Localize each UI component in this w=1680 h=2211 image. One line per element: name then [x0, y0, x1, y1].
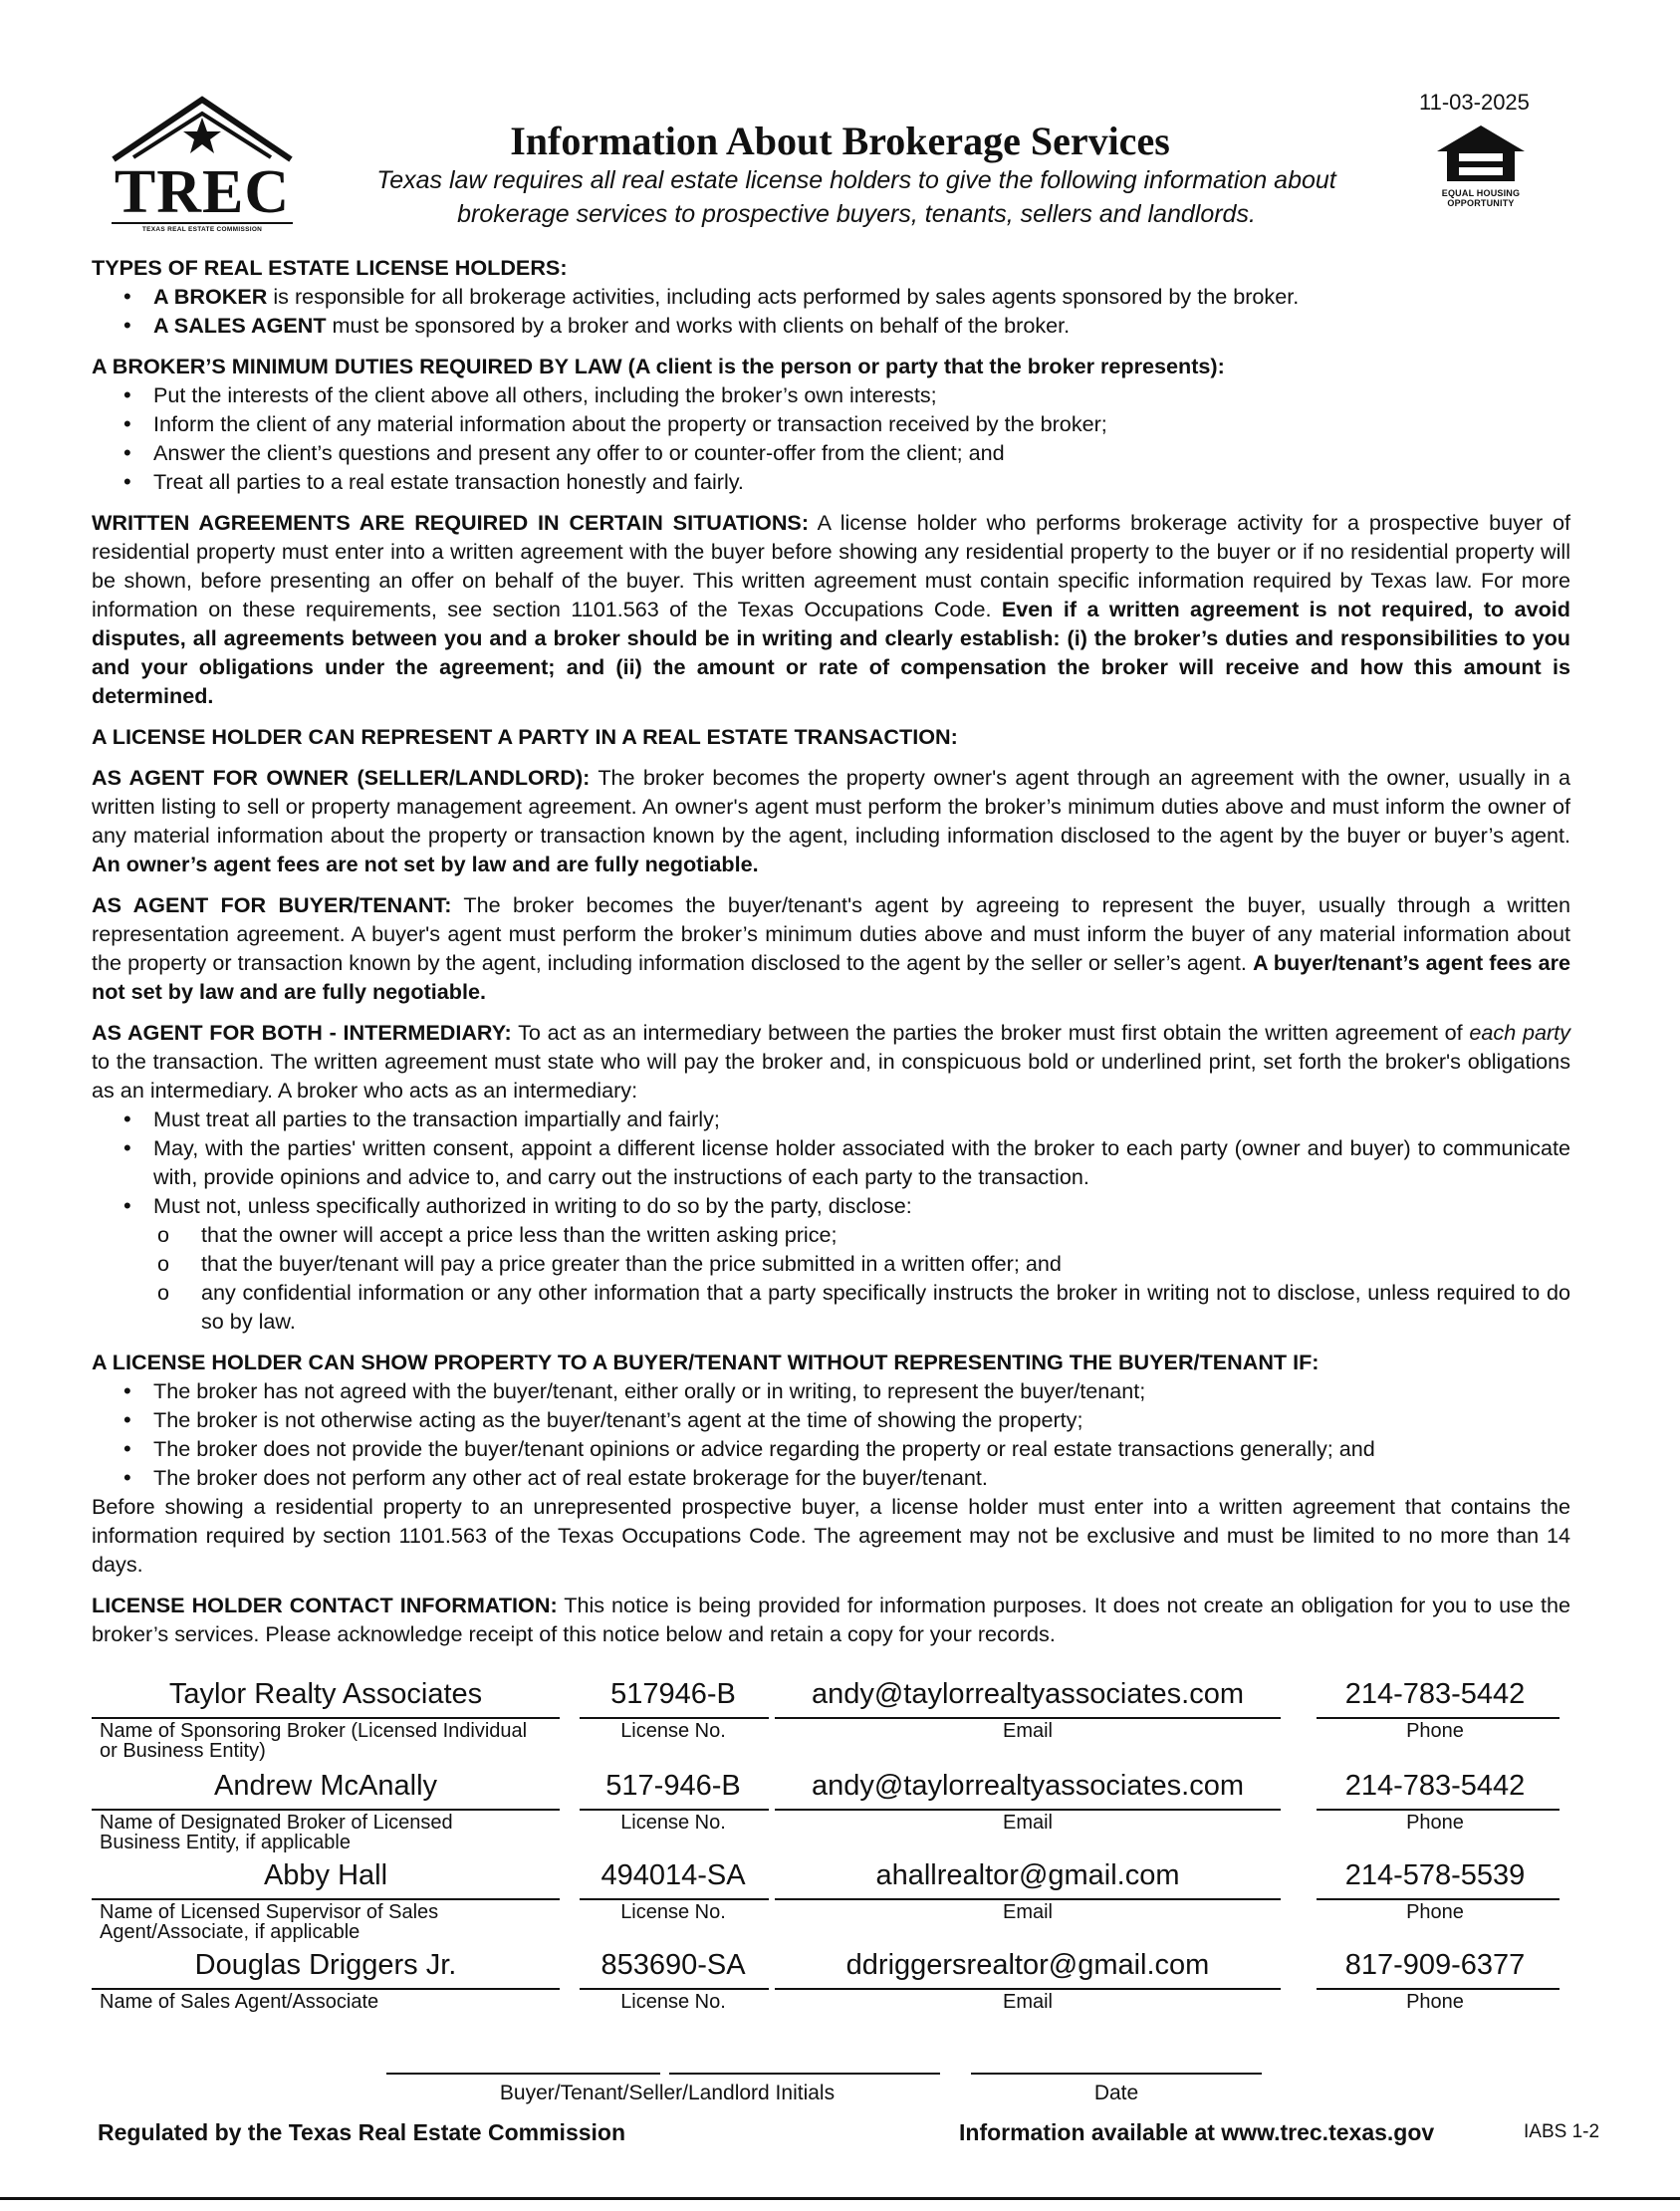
license-label: License No.	[620, 1991, 726, 2013]
license-label: License No.	[620, 1901, 726, 1923]
designated-broker-phone[interactable]: 214-783-5442	[1344, 1770, 1526, 1802]
sponsoring-broker-name[interactable]: Taylor Realty Associates	[168, 1678, 483, 1710]
divider	[1317, 1898, 1560, 1900]
buyer-agent-paragraph: AS AGENT FOR BUYER/TENANT: The broker becomes the buyer/tenant's agent by agreeing to represent the buyer, usually through a written representation agreement. A buyer's agent must perform the broker’s minimum duties above and must inform the buyer of any material information about the property or transaction known by the agent, including information disclosed to the agent by the seller or seller’s agent. A buyer/tenant’s agent fees are not set by law and are fully negotiable.	[92, 892, 1570, 1004]
initials-label: Buyer/Tenant/Seller/Landlord Initials	[499, 2082, 836, 2104]
page-subtitle	[319, 163, 1394, 231]
email-label: Email	[1002, 1720, 1053, 1742]
represent-heading: A LICENSE HOLDER CAN REPRESENT A PARTY IN A REAL ESTATE TRANSACTION:	[92, 724, 958, 749]
email-label: Email	[1002, 1812, 1053, 1834]
list-item: • Treat all parties to a real estate transaction honestly and fairly.	[123, 467, 1570, 496]
duties-list	[123, 380, 1570, 496]
list-item: • Inform the client of any material information about the property or transaction received by the broker;	[123, 409, 1570, 438]
sales-agent-name[interactable]: Douglas Driggers Jr.	[194, 1949, 457, 1981]
list-item: • May, with the parties' written consent, appoint a different license holder associated with the broker to each party (owner and buyer) to communicate with, provide opinions and advice to, and carry out the instructions of each party to the transaction.	[123, 1133, 1570, 1191]
form-code: IABS 1-2	[1524, 2121, 1600, 2142]
sponsoring-broker-license[interactable]: 517946-B	[610, 1678, 736, 1710]
email-label: Email	[1002, 1901, 1053, 1923]
seller-initials-field[interactable]	[669, 2073, 940, 2075]
divider	[580, 1717, 769, 1719]
divider	[580, 1898, 769, 1900]
eho-label-2: OPPORTUNITY	[1447, 198, 1515, 208]
eho-label-1: EQUAL HOUSING	[1441, 188, 1521, 198]
designated-broker-label: Name of Designated Broker of Licensed Business Entity, if applicable	[100, 1812, 453, 1853]
list-item: • Must not, unless specifically authorized in writing to do so by the party, disclose: o that the owner will accept a price less than the written asking price; o that the buyer/tenant will pay a price greater than the price submitted in a written offer; and o any confidential information or any other information that a party specifically instructs the broker in writing not to disclose, unless required to do so by law.	[123, 1191, 1570, 1336]
info-available-text: Information available at www.trec.texas.gov	[959, 2119, 1435, 2145]
email-label: Email	[1002, 1991, 1053, 2013]
list-item: • Must treat all parties to the transaction impartially and fairly;	[123, 1105, 1570, 1133]
written-agreements-paragraph: WRITTEN AGREEMENTS ARE REQUIRED IN CERTAIN SITUATIONS: A license holder who performs brokerage activity for a prospective buyer of residential property must enter into a written agreement with the buyer before showing any residential property to the buyer or if no residential property will be shown, before presenting an offer on behalf of the buyer. This written agreement must contain specific information required by Texas law. For more information on these requirements, see section 1101.563 of the Texas Occupations Code. Even if a written agreement is not required, to avoid disputes, all agreements between you and a broker should be in writing and clearly establish: (i) the broker’s duties and responsibilities to you and your obligations under the agreement; and (ii) the amount or rate of compensation the broker will receive and how this amount is determined.	[92, 510, 1570, 708]
date-label: Date	[1093, 2082, 1139, 2104]
show-property-heading: A LICENSE HOLDER CAN SHOW PROPERTY TO A BUYER/TENANT WITHOUT REPRESENTING THE BUYER/TENANT IF:	[92, 1350, 1320, 1374]
list-item: • The broker is not otherwise acting as the buyer/tenant’s agent at the time of showing the property;	[123, 1405, 1570, 1434]
intermediary-list	[123, 1105, 1570, 1336]
designated-broker-name[interactable]: Andrew McAnally	[213, 1770, 438, 1802]
bottom-border	[0, 2197, 1680, 2200]
supervisor-phone[interactable]: 214-578-5539	[1344, 1859, 1526, 1891]
divider	[1317, 1809, 1560, 1811]
designated-broker-license[interactable]: 517-946-B	[605, 1770, 741, 1802]
types-heading: TYPES OF REAL ESTATE LICENSE HOLDERS:	[92, 255, 568, 280]
divider	[92, 1898, 560, 1900]
subtitle-line-1: Texas law requires all real estate license holders to give the following information about	[376, 166, 1336, 194]
divider	[775, 1809, 1281, 1811]
license-label: License No.	[620, 1812, 726, 1834]
phone-label: Phone	[1406, 1901, 1464, 1923]
list-item: • A BROKER is responsible for all brokerage activities, including acts performed by sales agents sponsored by the broker.	[123, 282, 1570, 311]
sales-agent-phone[interactable]: 817-909-6377	[1344, 1949, 1526, 1981]
owner-agent-paragraph: AS AGENT FOR OWNER (SELLER/LANDLORD): The broker becomes the property owner's agent through an agreement with the owner, usually in a written listing to sell or property management agreement. An owner's agent must perform the broker’s minimum duties above and must inform the owner of any material information about the property or transaction known by the agent, including information disclosed to the agent by the buyer or buyer’s agent. An owner’s agent fees are not set by law and are fully negotiable.	[92, 765, 1570, 876]
divider	[1317, 1988, 1560, 1990]
license-label: License No.	[620, 1720, 726, 1742]
sub-list-item: o any confidential information or any other information that a party specifically instructs the broker in writing not to disclose, unless required to do so by law.	[155, 1278, 1570, 1336]
logo-subtext: TEXAS REAL ESTATE COMMISSION	[112, 222, 293, 233]
supervisor-label: Name of Licensed Supervisor of Sales Agent/Associate, if applicable	[100, 1901, 439, 1943]
sales-agent-email[interactable]: ddriggersrealtor@gmail.com	[845, 1949, 1210, 1981]
list-item: • The broker does not provide the buyer/tenant opinions or advice regarding the property or real estate transactions generally; and	[123, 1434, 1570, 1463]
sponsoring-broker-phone[interactable]: 214-783-5442	[1344, 1678, 1526, 1710]
divider	[580, 1809, 769, 1811]
supervisor-license[interactable]: 494014-SA	[600, 1859, 746, 1891]
show-property-note: Before showing a residential property to an unrepresented prospective buyer, a license holder must enter into a written agreement that contains the information required by section 1101.563 of the Texas Occupations Code. The agreement may not be exclusive and must be limited to no more than 14 days.	[92, 1494, 1570, 1577]
sales-agent-license[interactable]: 853690-SA	[600, 1949, 746, 1981]
list-item: • Answer the client’s questions and present any offer to or counter-offer from the client; and	[123, 438, 1570, 467]
contact-info-paragraph: LICENSE HOLDER CONTACT INFORMATION: This notice is being provided for information purposes. It does not create an obligation for you to use the broker’s services. Please acknowledge receipt of this notice below and retain a copy for your records.	[92, 1593, 1570, 1646]
logo-wordmark: TREC	[114, 158, 291, 226]
divider	[92, 1717, 560, 1719]
divider	[92, 1809, 560, 1811]
phone-label: Phone	[1406, 1991, 1464, 2013]
sponsoring-broker-email[interactable]: andy@taylorrealtyassociates.com	[811, 1678, 1244, 1710]
intermediary-sublist	[155, 1220, 1570, 1336]
show-property-list	[123, 1376, 1570, 1492]
divider	[775, 1717, 1281, 1719]
sub-list-item: o that the buyer/tenant will pay a price greater than the price submitted in a written offer; and	[155, 1249, 1570, 1278]
subtitle-line-2: brokerage services to prospective buyers, tenants, sellers and landlords.	[457, 200, 1256, 228]
phone-label: Phone	[1406, 1812, 1464, 1834]
types-list	[123, 282, 1570, 340]
divider	[775, 1988, 1281, 1990]
phone-label: Phone	[1406, 1720, 1464, 1742]
list-item: • Put the interests of the client above all others, including the broker’s own interests;	[123, 380, 1570, 409]
divider	[1317, 1717, 1560, 1719]
supervisor-name[interactable]: Abby Hall	[263, 1859, 388, 1891]
sales-agent-label: Name of Sales Agent/Associate	[100, 1991, 379, 2013]
date-field[interactable]	[971, 2073, 1262, 2075]
sponsoring-broker-label: Name of Sponsoring Broker (Licensed Individual or Business Entity)	[100, 1720, 528, 1762]
list-item: • The broker does not perform any other act of real estate brokerage for the buyer/tenant.	[123, 1463, 1570, 1492]
list-item: • A SALES AGENT must be sponsored by a broker and works with clients on behalf of the broker.	[123, 311, 1570, 340]
buyer-initials-field[interactable]	[386, 2073, 660, 2075]
divider	[92, 1988, 560, 1990]
designated-broker-email[interactable]: andy@taylorrealtyassociates.com	[811, 1770, 1244, 1802]
intermediary-paragraph: AS AGENT FOR BOTH - INTERMEDIARY: To act as an intermediary between the parties the broker must first obtain the written agreement of each party to the transaction. The written agreement must state who will pay the broker and, in conspicuous bold or underlined print, set forth the broker's obligations as an intermediary. A broker who acts as an intermediary:	[92, 1020, 1570, 1103]
sub-list-item: o that the owner will accept a price less than the written asking price;	[155, 1220, 1570, 1249]
divider	[580, 1988, 769, 1990]
regulated-by-text: Regulated by the Texas Real Estate Commission	[98, 2119, 626, 2145]
duties-heading: A BROKER’S MINIMUM DUTIES REQUIRED BY LAW (A client is the person or party that the broker represents):	[92, 354, 1225, 378]
document-body	[92, 253, 1570, 1648]
list-item: • The broker has not agreed with the buyer/tenant, either orally or in writing, to represent the buyer/tenant;	[123, 1376, 1570, 1405]
supervisor-email[interactable]: ahallrealtor@gmail.com	[875, 1859, 1180, 1891]
page-title: Information About Brokerage Services	[510, 119, 1170, 163]
document-date: 11-03-2025	[1419, 90, 1530, 115]
divider	[775, 1898, 1281, 1900]
